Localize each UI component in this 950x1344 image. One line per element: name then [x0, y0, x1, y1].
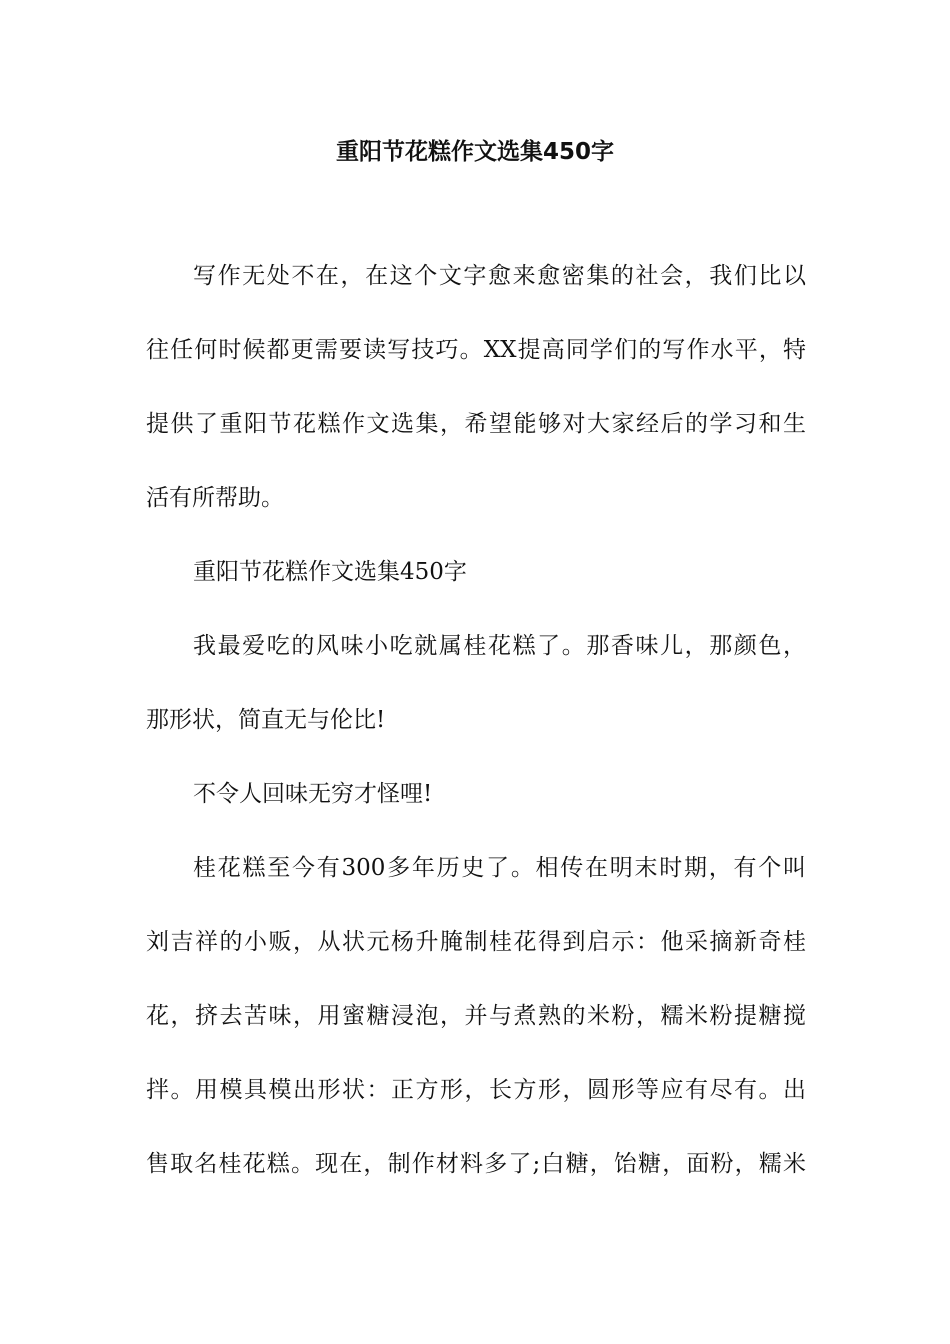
- paragraph-line: 提供了重阳节花糕作文选集，希望能够对大家经后的学习和生: [146, 411, 806, 437]
- paragraph-line: 售取名桂花糕。现在，制作材料多了;白糖，饴糖，面粉，糯米: [146, 1151, 806, 1177]
- paragraph-line: 我最爱吃的风味小吃就属桂花糕了。那香味儿，那颜色，: [193, 633, 806, 659]
- paragraph-line: 活有所帮助。: [146, 485, 284, 511]
- paragraph-line: 拌。用模具模出形状：正方形，长方形，圆形等应有尽有。出: [146, 1077, 806, 1103]
- section-heading: 重阳节花糕作文选集450字: [193, 559, 467, 585]
- paragraph-line: 不令人回味无穷才怪哩!: [193, 781, 433, 807]
- paragraph-line: 桂花糕至今有300多年历史了。相传在明末时期，有个叫: [193, 855, 806, 881]
- document-body: [146, 262, 806, 1224]
- document-title: 重阳节花糕作文选集450字: [335, 139, 614, 165]
- paragraph-line: 刘吉祥的小贩，从状元杨升腌制桂花得到启示：他采摘新奇桂: [146, 929, 806, 955]
- paragraph-line: 写作无处不在，在这个文字愈来愈密集的社会，我们比以: [193, 263, 806, 289]
- paragraph-line: 往任何时候都更需要读写技巧。XX提高同学们的写作水平，特: [146, 337, 806, 363]
- paragraph-line: 花，挤去苦味，用蜜糖浸泡，并与煮熟的米粉，糯米粉提糖搅: [146, 1003, 806, 1029]
- paragraph-line: 那形状，简直无与伦比!: [146, 707, 386, 733]
